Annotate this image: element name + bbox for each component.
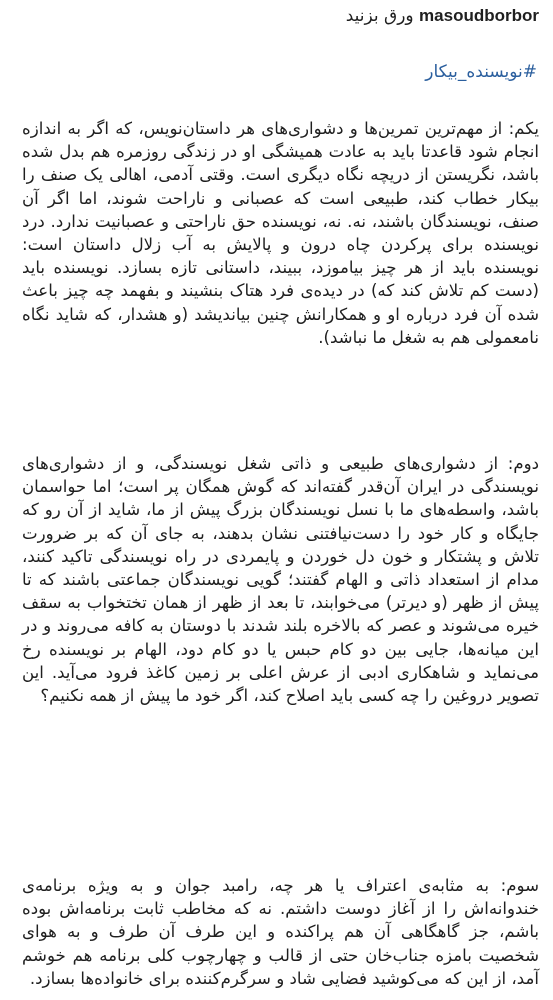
hashtag-link[interactable]: #نویسنده_بیکار [425,62,537,82]
paragraph-third: سوم: به مثابه‌ی اعتراف یا هر چه، رامبد جوان و به ویژه برنامه‌ی خندوانه‌اش را از آغاز دوست داشتم. نه که مخاطب ثابت برنامه‌اش بوده باشم، جز گاهگاهی آن هم پراکنده و این طرف آن طرف و به هوای شخصیت بامزه جناب‌خان حتی از قالب و چهارچوب کلی برنامه هم خوشم آمد، از این که می‌کوشید فضایی شاد و سرگرم‌کننده برای خانواده‌ها بسازد. [22,876,539,988]
username[interactable]: masoudborbor [419,6,539,25]
paragraph-first: یکم: از مهم‌ترین تمرین‌ها و دشواری‌های هر داستان‌نویس، که اگر به اندازه انجام شود قاعدتا باید به عادت همیشگی او در زندگی روزمره هم بدل شده باشد، نگریستن از دریچه نگاه دیگری است. وقتی آدمی، اهالی یک صنف را بیکار خطاب کند، طبیعی است که عصبانی و ناراحت شوند، اما اگر آن صنف، نویسندگان باشند، نه. نه، نویسنده حق ناراحتی و عصبانیت ندارد. درد نویسنده برای پرکردن چاه درون و پالایش به آب زلال داستان است: نویسنده باید از هر چیز بیاموزد، ببیند، داستانی تازه بسازد. نویسنده باید (دست کم تلاش کند که) در دیده‌ی فرد هتاک بنشیند و بفهمد چه چیز باعث شده آن فرد درباره او و همکارانش چنین بیاندیشد (و هشدار، که شاید نگاه نامعمولی هم به شغل ما نباشد). [22,119,539,347]
post-header [346,2,539,30]
header-action-text: ورق بزنید [345,6,414,26]
paragraph-second: دوم: از دشواری‌های طبیعی و ذاتی شغل نویسندگی، و از دشواری‌های نویسندگی در ایران آن‌قدر گفته‌اند که گوش همگان پر است؛ اما حواسمان باشد، واسطه‌های ما با نسل نویسندگان بزرگ پیش از ما، شاید از آن رو که جایگاه و کار خود را دست‌نیافتنی نشان بدهند، به جای آن که بر ضرورت تلاش و پشتکار و خون دل خوردن و پایمردی در راه نویسندگی تاکید کنند، مدام از استعداد ذاتی و الهام گفتند؛ گویی نویسندگان جماعتی باشند که تا پیش از ظهر (و دیرتر) می‌خوابند، تا بعد از ظهر از همان تختخواب به سقف خیره می‌شوند و عصر که بالاخره بلند شدند با دوستان به کافه می‌روند و در این میانه‌ها، جایی بین دو کام حبس یا دو کام دود، الهام بر نویسنده رخ می‌نماید و شاهکاری ادبی از عرش اعلی بر زمین کاغذ فرود می‌آید. این تصویر دروغین را چه کسی باید اصلاح کند، اگر خود ما پیش از همه نکنیم؟ [22,454,539,706]
